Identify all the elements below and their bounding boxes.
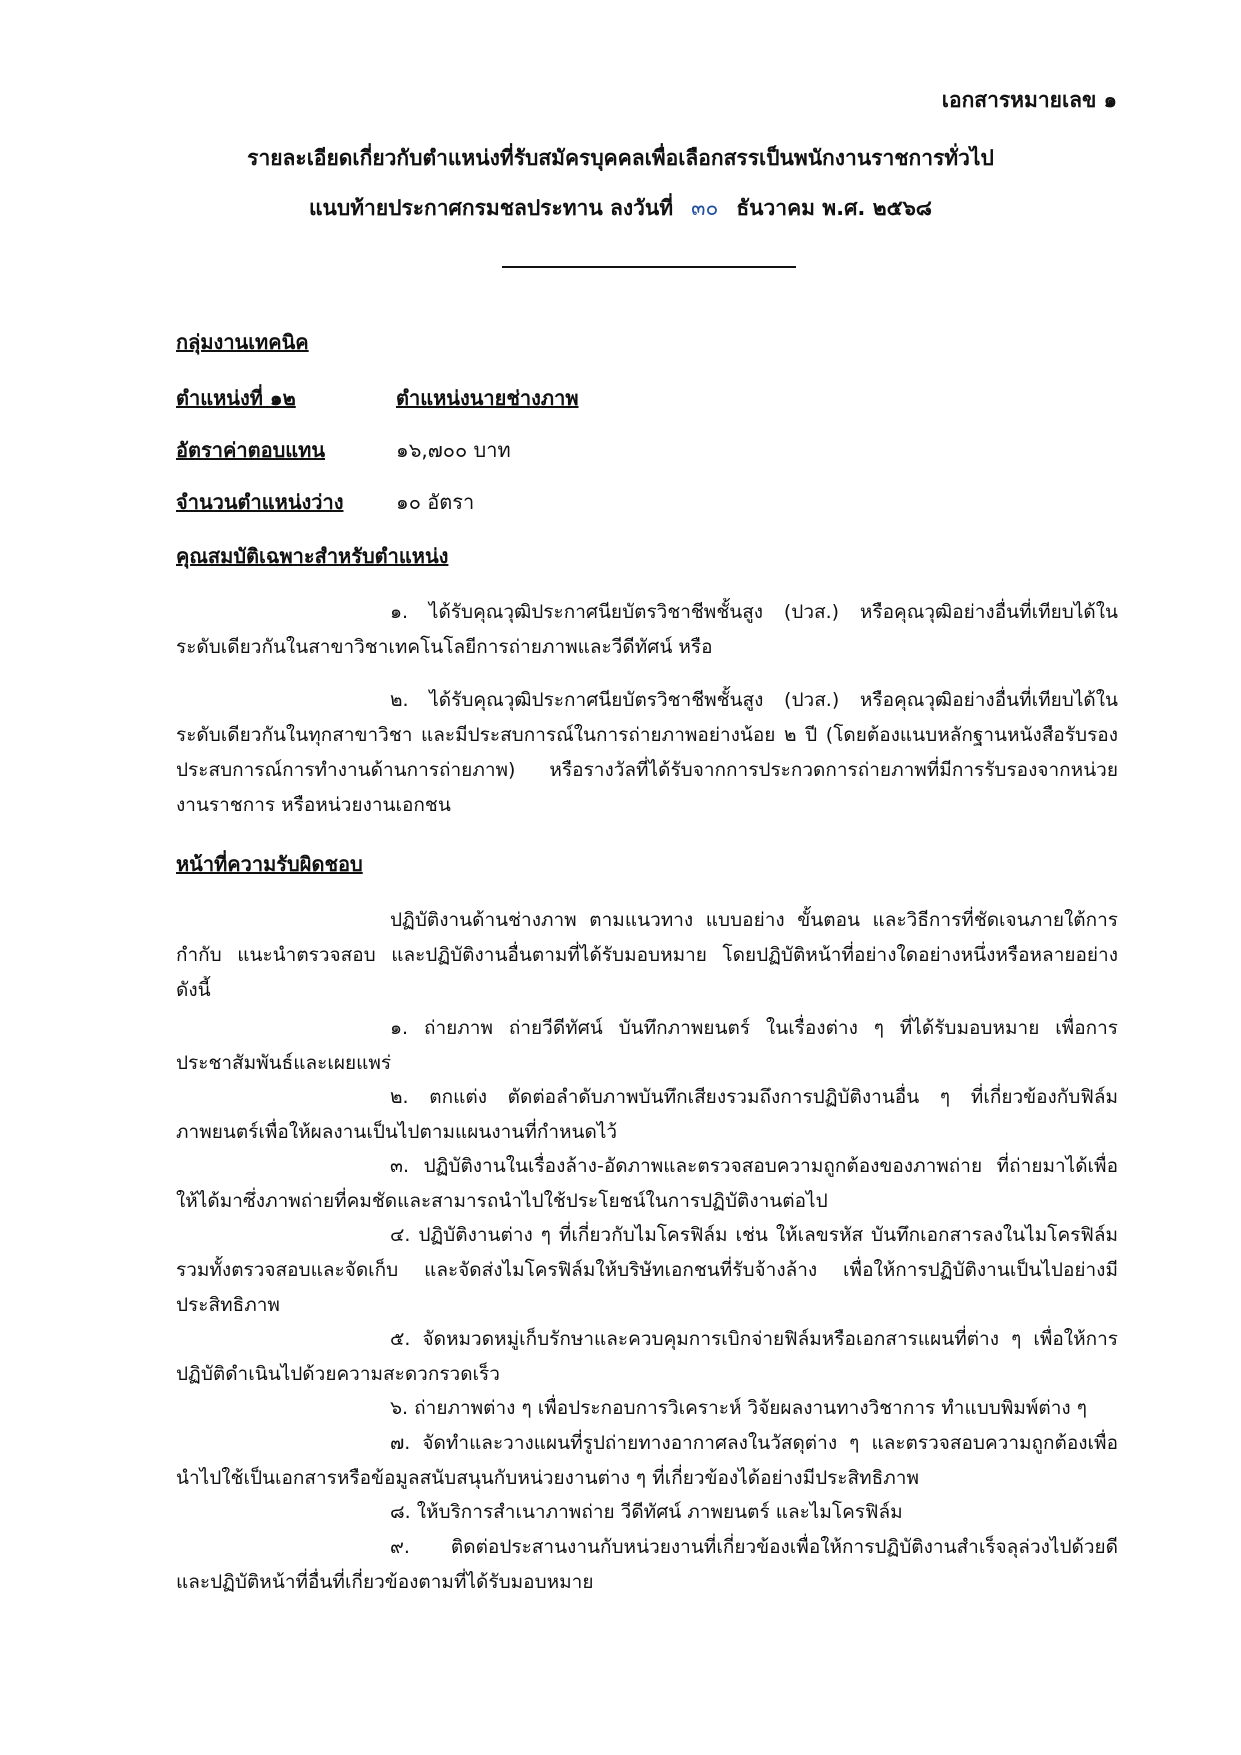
duty-item: ๔. ปฏิบัติงานต่าง ๆ ที่เกี่ยวกับไมโครฟิล์ม เช่น ให้เลขรหัส บันทึกเอกสารลงในไมโครฟิล์มรวมทั้งตรวจสอบและจัดเก็บ และจัดส่งไมโครฟิล์มให้บริษัทเอกชนที่รับจ้างล้าง เพื่อให้การปฏิบัติงานเป็นไปอย่างมีประสิทธิภาพ xyxy=(176,1224,1118,1316)
title-divider xyxy=(502,266,796,268)
duty-item: ๑. ถ่ายภาพ ถ่ายวีดีทัศน์ บันทึกภาพยนตร์ ในเรื่องต่าง ๆ ที่ได้รับมอบหมาย เพื่อการประชาสัมพันธ์และเผยแพร่ xyxy=(176,1017,1118,1074)
document-title: รายละเอียดเกี่ยวกับตำแหน่งที่รับสมัครบุคคลเพื่อเลือกสรรเป็นพนักงานราชการทั่วไป xyxy=(247,146,994,170)
document-subtitle xyxy=(0,192,1241,225)
qualification-item: ๑. ได้รับคุณวุฒิประกาศนียบัตรวิชาชีพชั้นสูง (ปวส.) หรือคุณวุฒิอย่างอื่นที่เทียบได้ในระดับเดียวกันในสาขาวิชาเทคโนโลยีการถ่ายภาพและวีดีทัศน์ หรือ xyxy=(176,601,1118,658)
duty-item: ๕. จัดหมวดหมู่เก็บรักษาและควบคุมการเบิกจ่ายฟิล์มหรือเอกสารแผนที่ต่าง ๆ เพื่อให้การปฏิบัติดำเนินไปด้วยความสะดวกรวดเร็ว xyxy=(176,1328,1118,1385)
vacancy-label: จำนวนตำแหน่งว่าง xyxy=(176,490,344,514)
subtitle-suffix: ธันวาคม พ.ศ. ๒๕๖๘ xyxy=(736,196,932,220)
subtitle-prefix: แนบท้ายประกาศกรมชลประทาน ลงวันที่ xyxy=(308,196,674,220)
position-label: ตำแหน่งที่ ๑๒ xyxy=(176,386,296,410)
duty-item: ๒. ตกแต่ง ตัดต่อลำดับภาพบันทึกเสียงรวมถึงการปฏิบัติงานอื่น ๆ ที่เกี่ยวข้องกับฟิล์มภาพยนตร์เพื่อให้ผลงานเป็นไปตามแผนงานที่กำหนดไว้ xyxy=(176,1086,1118,1143)
duties-intro: ปฏิบัติงานด้านช่างภาพ ตามแนวทาง แบบอย่าง ขั้นตอน และวิธีการที่ชัดเจนภายใต้การกำกับ แนะนำตรวจสอบ และปฏิบัติงานอื่นตามที่ได้รับมอบหมาย โดยปฏิบัติหน้าที่อย่างใดอย่างหนึ่งหรือหลายอย่าง ดังนี้ xyxy=(176,909,1118,1001)
duty-item: ๖. ถ่ายภาพต่าง ๆ เพื่อประกอบการวิเคราะห์ วิจัยผลงานทางวิชาการ ทำแบบพิมพ์ต่าง ๆ xyxy=(390,1397,1087,1419)
vacancy-value: ๑๐ อัตรา xyxy=(396,490,475,514)
subtitle-day: ๓๐ xyxy=(691,196,719,220)
qualifications-heading: คุณสมบัติเฉพาะสำหรับตำแหน่ง xyxy=(176,544,449,568)
salary-value: ๑๖,๗๐๐ บาท xyxy=(396,438,511,462)
document-number: เอกสารหมายเลข ๑ xyxy=(941,88,1117,112)
duty-item: ๙. ติดต่อประสานงานกับหน่วยงานที่เกี่ยวข้องเพื่อให้การปฏิบัติงานสำเร็จลุล่วงไปด้วยดี และปฏิบัติหน้าที่อื่นที่เกี่ยวข้องตามที่ได้รับมอบหมาย xyxy=(176,1536,1118,1593)
duty-item: ๓. ปฏิบัติงานในเรื่องล้าง-อัดภาพและตรวจสอบความถูกต้องของภาพถ่าย ที่ถ่ายมาได้เพื่อให้ได้มาซึ่งภาพถ่ายที่คมชัดและสามารถนำไปใช้ประโยชน์ในการปฏิบัติงานต่อไป xyxy=(176,1155,1118,1212)
position-value: ตำแหน่งนายช่างภาพ xyxy=(396,386,579,410)
qualification-item: ๒. ได้รับคุณวุฒิประกาศนียบัตรวิชาชีพชั้นสูง (ปวส.) หรือคุณวุฒิอย่างอื่นที่เทียบได้ในระดับเดียวกันในทุกสาขาวิชา และมีประสบการณ์ในการถ่ายภาพอย่างน้อย ๒ ปี (โดยต้องแนบหลักฐานหนังสือรับรองประสบการณ์การทำงานด้านการถ่ายภาพ) หรือรางวัลที่ได้รับจากการประกวดการถ่ายภาพที่มีการรับรองจากหน่วยงานราชการ หรือหน่วยงานเอกชน xyxy=(176,689,1118,816)
salary-label: อัตราค่าตอบแทน xyxy=(176,438,326,462)
duty-item: ๘. ให้บริการสำเนาภาพถ่าย วีดีทัศน์ ภาพยนตร์ และไมโครฟิล์ม xyxy=(390,1501,903,1523)
group-heading: กลุ่มงานเทคนิค xyxy=(176,330,309,354)
duties-heading: หน้าที่ความรับผิดชอบ xyxy=(176,852,363,876)
duty-item: ๗. จัดทำและวางแผนที่รูปถ่ายทางอากาศลงในวัสดุต่าง ๆ และตรวจสอบความถูกต้องเพื่อนำไปใช้เป็นเอกสารหรือข้อมูลสนับสนุนกับหน่วยงานต่าง ๆ ที่เกี่ยวข้องได้อย่างมีประสิทธิภาพ xyxy=(176,1432,1118,1489)
